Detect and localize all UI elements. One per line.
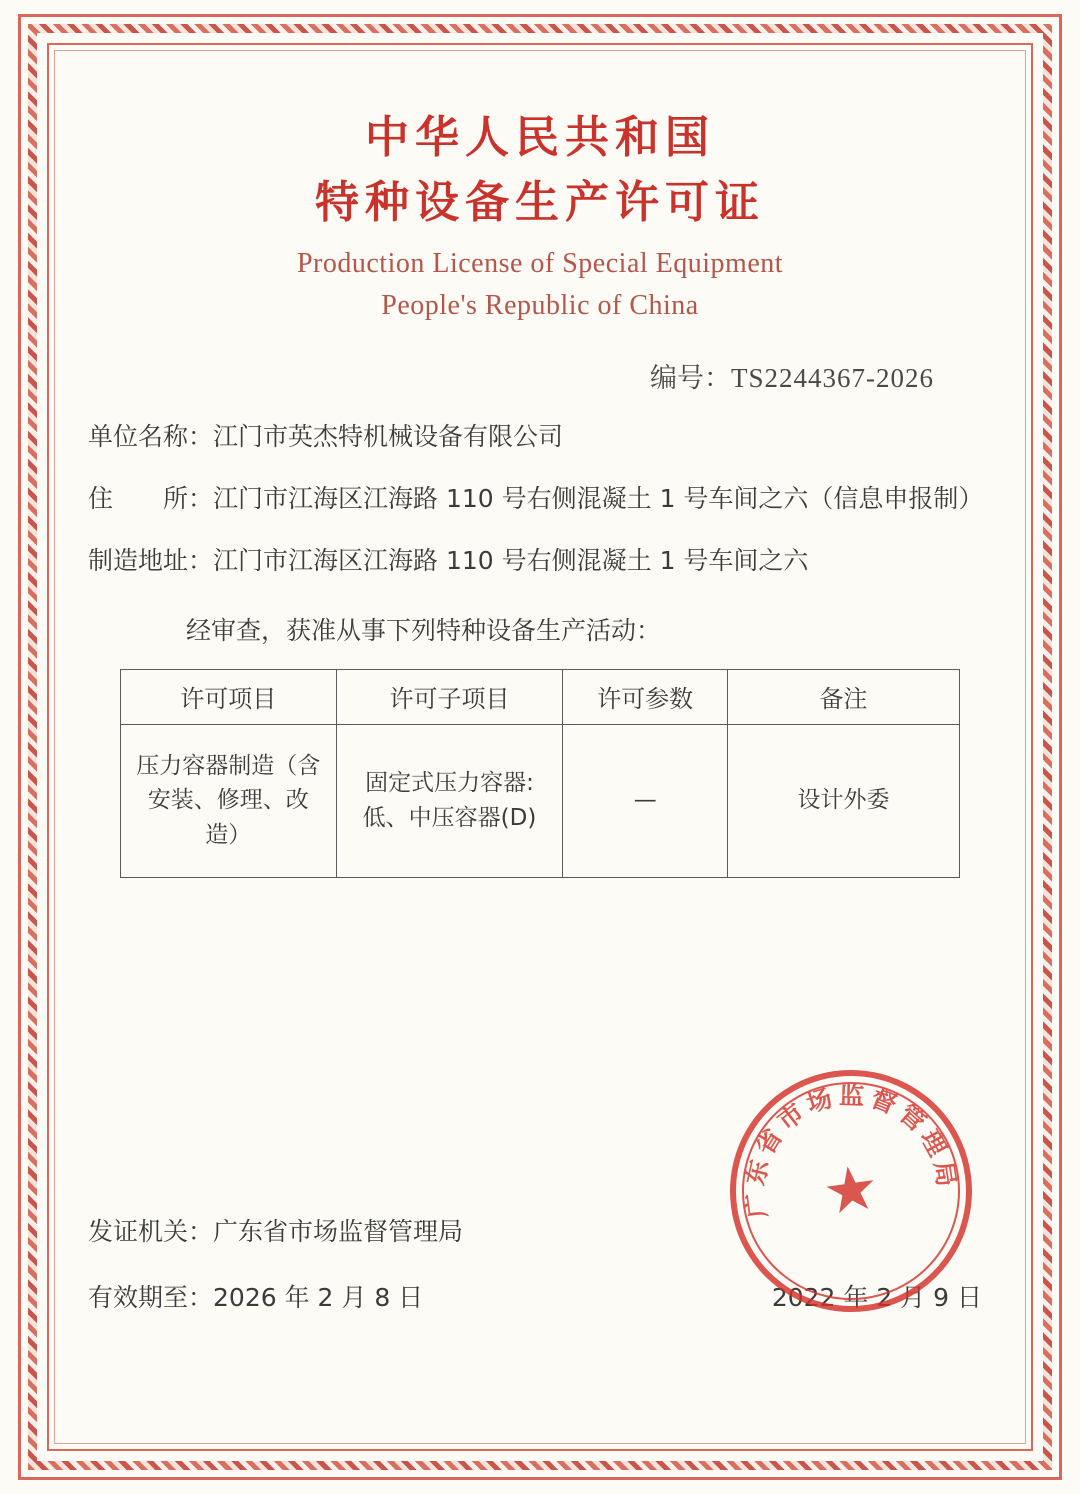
official-seal-stamp (714, 1054, 987, 1327)
title-english-license: Production License of Special Equipment (296, 247, 784, 279)
seal-authority-text: 广东省市场监督管理局 (739, 1080, 962, 1220)
field-company-name (66, 417, 1014, 457)
field-manufacturing-address-value: 江门市江海区江海路 110 号右侧混凝土 1 号车间之六 (213, 545, 809, 575)
title-english-country: People's Republic of China (381, 289, 699, 321)
approval-statement: 经审查，获准从事下列特种设备生产活动： (186, 615, 662, 645)
license-scope-table (120, 669, 960, 878)
field-residence-label: 住 所： (88, 483, 214, 513)
serial-number-row (66, 356, 1014, 395)
validity-value: 2026 年 2 月 8 日 (213, 1283, 424, 1312)
validity-label: 有效期至： (88, 1283, 214, 1312)
field-manufacturing-address-label: 制造地址： (88, 545, 214, 575)
issuing-authority-value: 广东省市场监督管理局 (213, 1217, 464, 1246)
field-company-name-value: 江门市英杰特机械设备有限公司 (213, 421, 564, 451)
field-residence-value: 江门市江海区江海路 110 号右侧混凝土 1 号车间之六（信息申报制） (213, 483, 984, 513)
issue-date-value: 2022 年 2 月 9 日 (771, 1283, 982, 1312)
table-cell-remark: 设计外委 (727, 724, 959, 877)
table-header-remark: 备注 (727, 669, 959, 724)
serial-number-label: 编号： (650, 362, 731, 394)
table-cell-sub-item: 固定式压力容器:低、中压容器(D) (336, 724, 563, 877)
table-row (121, 724, 960, 877)
title-license-name: 特种设备生产许可证 (315, 176, 765, 228)
field-residence (66, 479, 1014, 519)
table-header-row (121, 669, 960, 724)
certificate-content (66, 62, 1014, 1432)
table-header-item: 许可项目 (121, 669, 337, 724)
title-country: 中华人民共和国 (365, 112, 715, 163)
field-manufacturing-address (66, 541, 1014, 581)
field-company-name-label: 单位名称： (88, 421, 214, 451)
table-header-parameter: 许可参数 (563, 669, 727, 724)
serial-number-value: TS2244367-2026 (731, 362, 934, 393)
issuing-authority-label: 发证机关： (88, 1217, 214, 1246)
table-header-sub-item: 许可子项目 (336, 669, 563, 724)
seal-star-icon: ★ (818, 1153, 884, 1229)
table-cell-parameter: — (563, 724, 727, 877)
table-cell-item: 压力容器制造（含安装、修理、改造） (121, 724, 337, 877)
